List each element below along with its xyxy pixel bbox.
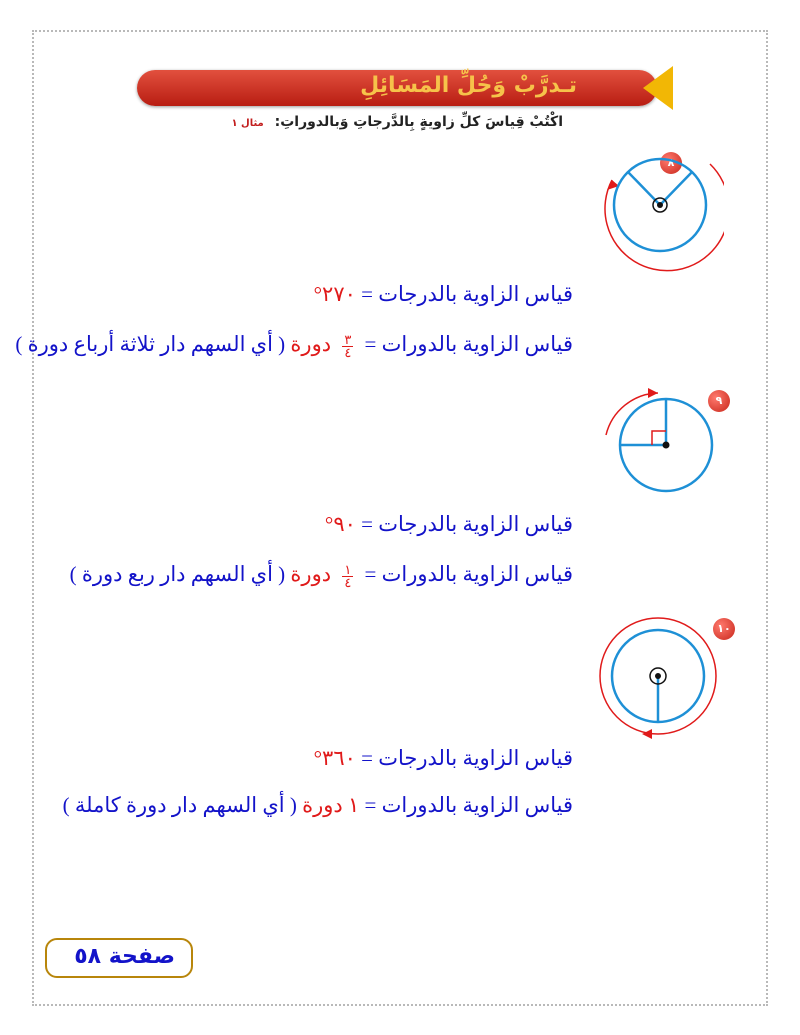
vertex-point xyxy=(655,673,661,679)
degrees-label: قياس الزاوية بالدرجات = xyxy=(361,512,573,536)
turns-answer xyxy=(15,332,573,359)
degrees-answer xyxy=(314,746,573,771)
turns-unit: دورة xyxy=(290,562,332,586)
turns-explanation: ( أي السهم دار دورة كاملة ) xyxy=(62,793,297,817)
degrees-label: قياس الزاوية بالدرجات = xyxy=(361,746,573,770)
fraction-denominator: ٤ xyxy=(344,344,352,360)
arrow-head-icon xyxy=(648,388,658,398)
turns-answer xyxy=(63,793,573,818)
degrees-value: ٩٠° xyxy=(324,512,356,536)
angle-figure-360 xyxy=(594,612,719,742)
instruction-label: اكْتُبْ قِياسَ كلِّ زاويةٍ بِالدَّرجاتِ وَبالدوراتِ: xyxy=(274,114,563,130)
turns-label: قياس الزاوية بالدورات = xyxy=(364,332,573,356)
degrees-label: قياس الزاوية بالدرجات = xyxy=(361,282,573,306)
section-title: تـدرَّبْ وَحُلِّ المَسَائِلِ xyxy=(360,73,577,98)
arrow-head-icon xyxy=(642,729,652,739)
turns-unit: دورة xyxy=(290,332,332,356)
turns-label: قياس الزاوية بالدورات = xyxy=(364,562,573,586)
angle-figure-90 xyxy=(598,385,723,505)
angle-figure-270 xyxy=(594,150,724,275)
fraction-denominator: ٤ xyxy=(344,574,352,590)
fraction-numerator: ٣ xyxy=(344,331,352,347)
problem-number-badge: ٨ xyxy=(660,152,682,174)
problem-number-badge: ١٠ xyxy=(713,618,735,640)
degrees-answer xyxy=(325,512,573,537)
vertex-point xyxy=(657,202,663,208)
degrees-answer xyxy=(314,282,573,307)
turns-fraction xyxy=(342,561,353,590)
turns-label: قياس الزاوية بالدورات = xyxy=(364,793,573,817)
degrees-value: ٣٦٠° xyxy=(313,746,356,770)
turns-fraction xyxy=(342,331,353,360)
problem-number-badge: ٩ xyxy=(708,390,730,412)
vertex-point xyxy=(663,442,670,449)
page-number-label: صفحة ٥٨ xyxy=(74,944,175,969)
turns-value: ١ دورة xyxy=(302,793,360,817)
banner-arrow-icon xyxy=(643,66,673,110)
fraction-numerator: ١ xyxy=(344,561,352,577)
turns-explanation: ( أي السهم دار ثلاثة أرباع دورة ) xyxy=(15,332,286,356)
degrees-value: ٢٧٠° xyxy=(313,282,356,306)
page-number-box xyxy=(45,938,193,978)
turns-answer xyxy=(70,562,573,589)
example-reference: مثال ١ xyxy=(231,118,264,129)
turns-explanation: ( أي السهم دار ربع دورة ) xyxy=(69,562,286,586)
instruction-text xyxy=(231,114,563,130)
section-banner xyxy=(137,70,657,106)
